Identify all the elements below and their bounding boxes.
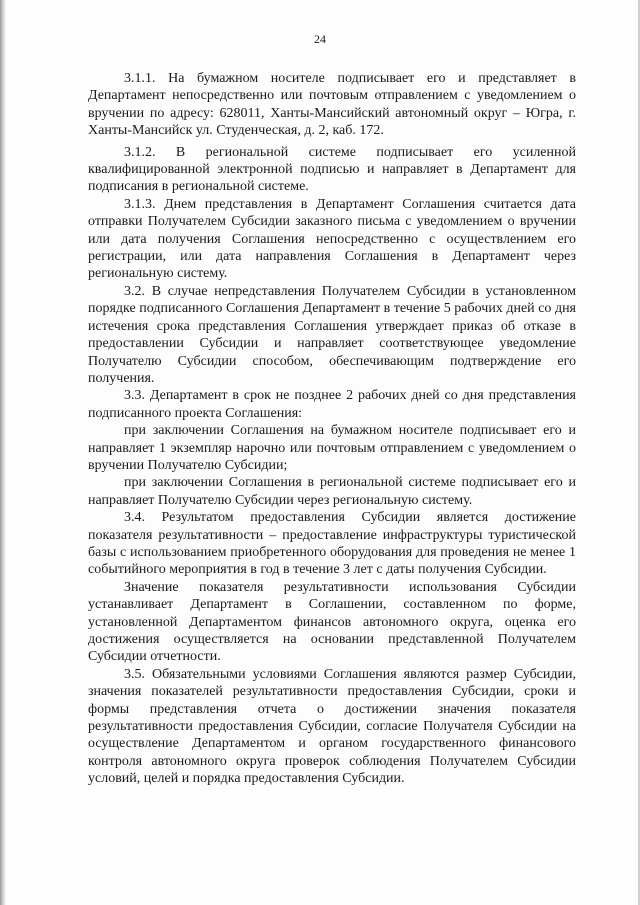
paragraph-3-3-paper: при заключении Соглашения на бумажном носителе подписывает его и направляет 1 экземпляр нарочно или почтовым отправлением с уведомлением о вручении Получателю Субсидии; bbox=[88, 423, 576, 473]
paragraph-3-3: 3.3. Департамент в срок не позднее 2 рабочих дней со дня представления подписанного проекта Соглашения: bbox=[88, 388, 576, 421]
paragraph-3-3-regional: при заключении Соглашения в региональной системе подписывает его и направляет Получателю Субсидии через региональную систему. bbox=[88, 475, 576, 508]
scan-left-edge bbox=[0, 0, 6, 905]
paragraph-3-1-1: 3.1.1. На бумажном носителе подписывает его и представляет в Департамент непосредственно или почтовым отправлением с уведомлением о вручении по адресу: 628011, Ханты-Мансийский автономный округ – Югра, г. Ханты-Мансийск ул. Студенческая, д. 2, каб. 172. bbox=[88, 71, 576, 139]
paragraph-3-1-2: 3.1.2. В региональной системе подписывает его усиленной квалифицированной электронной подписью и направляет в Департамент для подписания в региональной системе. bbox=[88, 144, 576, 195]
page-number: 24 bbox=[314, 32, 326, 46]
paragraph-3-4-value: Значение показателя результативности использования Субсидии устанавливает Департамент в Соглашении, составленном по форме, установленной Департаментом финансов автономного округа, оценка его достижения осуществляется на основании представленной Получателем Субсидии отчетности. bbox=[88, 579, 576, 665]
paragraph-3-2: 3.2. В случае непредставления Получателем Субсидии в установленном порядке подписанного Соглашения Департамент в течение 5 рабочих дней со дня истечения срока представления Соглашения утверждает приказ об отказе в предоставлении Субсидии и направляет соответствующее уведомление Получателю Субсидии способом, обеспечивающим подтверждение его получения. bbox=[88, 283, 576, 386]
paragraph-3-5: 3.5. Обязательными условиями Соглашения являются размер Субсидии, значения показателей результативности предоставления Субсидии, сроки и формы представления отчета о достижении значения показателя результативности предоставления Субсидии, согласие Получателя Субсидии на осуществление Департаментом и органом государственного финансового контроля автономного округа проверок соблюдения Получателем Субсидии условий, целей и порядка предоставления Субсидии. bbox=[88, 666, 576, 787]
document-body bbox=[88, 70, 576, 788]
paragraph-3-4: 3.4. Результатом предоставления Субсидии является достижение показателя результативности – предоставление инфраструктуры туристической базы с использованием приобретенного оборудования для проведения не менее 1 событийного мероприятия в год в течение 3 лет с даты получения Субсидии. bbox=[88, 510, 576, 578]
paragraph-3-1-3: 3.1.3. Днем представления в Департамент Соглашения считается дата отправки Получателем Субсидии заказного письма с уведомлением о вручении или дата получения Соглашения непосредственно с осуществлением его регистрации, или дата направления Соглашения в Департамент через региональную систему. bbox=[88, 196, 576, 282]
